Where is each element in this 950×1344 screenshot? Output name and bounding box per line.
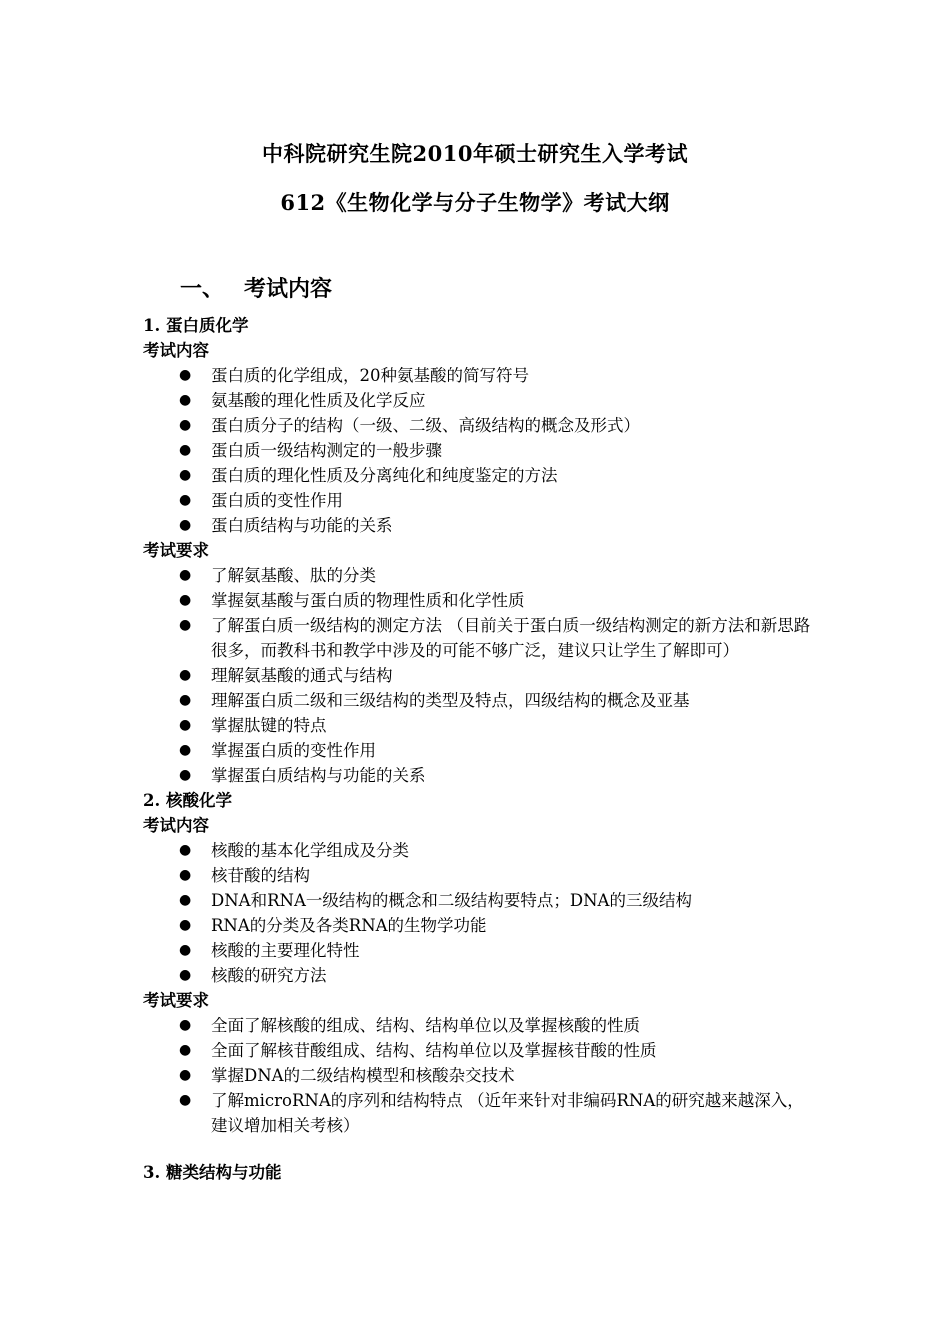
list-item (143, 588, 823, 613)
bullet-icon: ● (179, 892, 192, 908)
list-item (143, 738, 823, 763)
list-item (143, 713, 823, 738)
section-heading: 3. 糖类结构与功能 (143, 1163, 282, 1182)
list-item (143, 513, 823, 538)
list-item (143, 663, 823, 688)
bullet-icon: ● (179, 592, 192, 608)
list-item-text: 核酸的研究方法 (211, 966, 327, 985)
requirement-label: 考试要求 (143, 991, 209, 1010)
content-list (143, 838, 823, 988)
section-heading: 1. 蛋白质化学 (143, 316, 249, 335)
outline-body (143, 313, 823, 1185)
list-item-text: 掌握肽键的特点 (211, 716, 327, 735)
bullet-icon: ● (179, 867, 192, 883)
content-list (143, 363, 823, 538)
requirement-list (143, 1013, 823, 1138)
list-item (143, 363, 823, 388)
list-item-text: 核酸的主要理化特性 (211, 941, 360, 960)
list-item (143, 913, 823, 938)
list-item (143, 413, 823, 438)
bullet-icon: ● (179, 1017, 192, 1033)
list-item (143, 438, 823, 463)
list-item (143, 1063, 823, 1088)
list-item-text: 核苷酸的结构 (211, 866, 310, 885)
list-item (143, 688, 823, 713)
list-item-text: 氨基酸的理化性质及化学反应 (211, 391, 426, 410)
list-item (143, 463, 823, 488)
list-item (143, 1088, 823, 1138)
list-item (143, 888, 823, 913)
bullet-icon: ● (179, 917, 192, 933)
list-item-text: 了解microRNA的序列和结构特点 （近年来针对非编码RNA的研究越来越深入，建议增加相关考核） (211, 1091, 804, 1135)
bullet-icon: ● (179, 417, 192, 433)
list-item (143, 763, 823, 788)
bullet-icon: ● (179, 717, 192, 733)
bullet-icon: ● (179, 492, 192, 508)
bullet-icon: ● (179, 442, 192, 458)
bullet-icon: ● (179, 667, 192, 683)
list-item-text: 蛋白质分子的结构（一级、二级、高级结构的概念及形式） (211, 416, 640, 435)
document-title-line2: 612《生物化学与分子生物学》考试大纲 (280, 190, 670, 215)
bullet-icon: ● (179, 842, 192, 858)
bullet-icon: ● (179, 567, 192, 583)
list-item-text: 蛋白质的理化性质及分离纯化和纯度鉴定的方法 (211, 466, 558, 485)
bullet-icon: ● (179, 692, 192, 708)
bullet-icon: ● (179, 1092, 192, 1108)
list-item (143, 488, 823, 513)
bullet-icon: ● (179, 1067, 192, 1083)
list-item-text: 理解氨基酸的通式与结构 (211, 666, 393, 685)
list-item-text: RNA的分类及各类RNA的生物学功能 (211, 916, 487, 935)
list-item-text: 掌握蛋白质的变性作用 (211, 741, 376, 760)
list-item-text: 掌握蛋白质结构与功能的关系 (211, 766, 426, 785)
bullet-icon: ● (179, 967, 192, 983)
list-item (143, 1038, 823, 1063)
part-label: 考试内容 (244, 276, 333, 302)
requirement-list (143, 563, 823, 788)
list-item (143, 863, 823, 888)
list-item (143, 388, 823, 413)
bullet-icon: ● (179, 617, 192, 633)
document-title-line1: 中科院研究生院2010年硕士研究生入学考试 (262, 141, 688, 166)
list-item-text: 蛋白质一级结构测定的一般步骤 (211, 441, 442, 460)
list-item-text: 核酸的基本化学组成及分类 (211, 841, 409, 860)
list-item (143, 1013, 823, 1038)
list-item-text: 全面了解核酸的组成、结构、结构单位以及掌握核酸的性质 (211, 1016, 640, 1035)
list-item-text: 全面了解核苷酸组成、结构、结构单位以及掌握核苷酸的性质 (211, 1041, 657, 1060)
bullet-icon: ● (179, 767, 192, 783)
part-heading (180, 272, 332, 303)
section-heading: 2. 核酸化学 (143, 791, 232, 810)
bullet-icon: ● (179, 467, 192, 483)
bullet-icon: ● (179, 367, 192, 383)
list-item-text: DNA和RNA一级结构的概念和二级结构要特点；DNA的三级结构 (211, 891, 692, 910)
spacer (143, 1138, 823, 1160)
bullet-icon: ● (179, 392, 192, 408)
list-item-text: 掌握氨基酸与蛋白质的物理性质和化学性质 (211, 591, 525, 610)
list-item-text: 蛋白质的化学组成，20种氨基酸的简写符号 (211, 366, 529, 385)
list-item (143, 938, 823, 963)
list-item (143, 613, 823, 663)
list-item-text: 了解蛋白质一级结构的测定方法 （目前关于蛋白质一级结构测定的新方法和新思路很多，而教科书和教学中涉及的可能不够广泛，建议只让学生了解即可） (211, 616, 811, 660)
content-label: 考试内容 (143, 341, 209, 360)
list-item (143, 963, 823, 988)
bullet-icon: ● (179, 1042, 192, 1058)
content-label: 考试内容 (143, 816, 209, 835)
bullet-icon: ● (179, 942, 192, 958)
requirement-label: 考试要求 (143, 541, 209, 560)
list-item-text: 蛋白质结构与功能的关系 (211, 516, 393, 535)
list-item (143, 563, 823, 588)
part-number: 一、 (180, 276, 225, 302)
bullet-icon: ● (179, 742, 192, 758)
list-item-text: 了解氨基酸、肽的分类 (211, 566, 376, 585)
list-item-text: 理解蛋白质二级和三级结构的类型及特点，四级结构的概念及亚基 (211, 691, 690, 710)
bullet-icon: ● (179, 517, 192, 533)
list-item (143, 838, 823, 863)
list-item-text: 蛋白质的变性作用 (211, 491, 343, 510)
list-item-text: 掌握DNA的二级结构模型和核酸杂交技术 (211, 1066, 515, 1085)
